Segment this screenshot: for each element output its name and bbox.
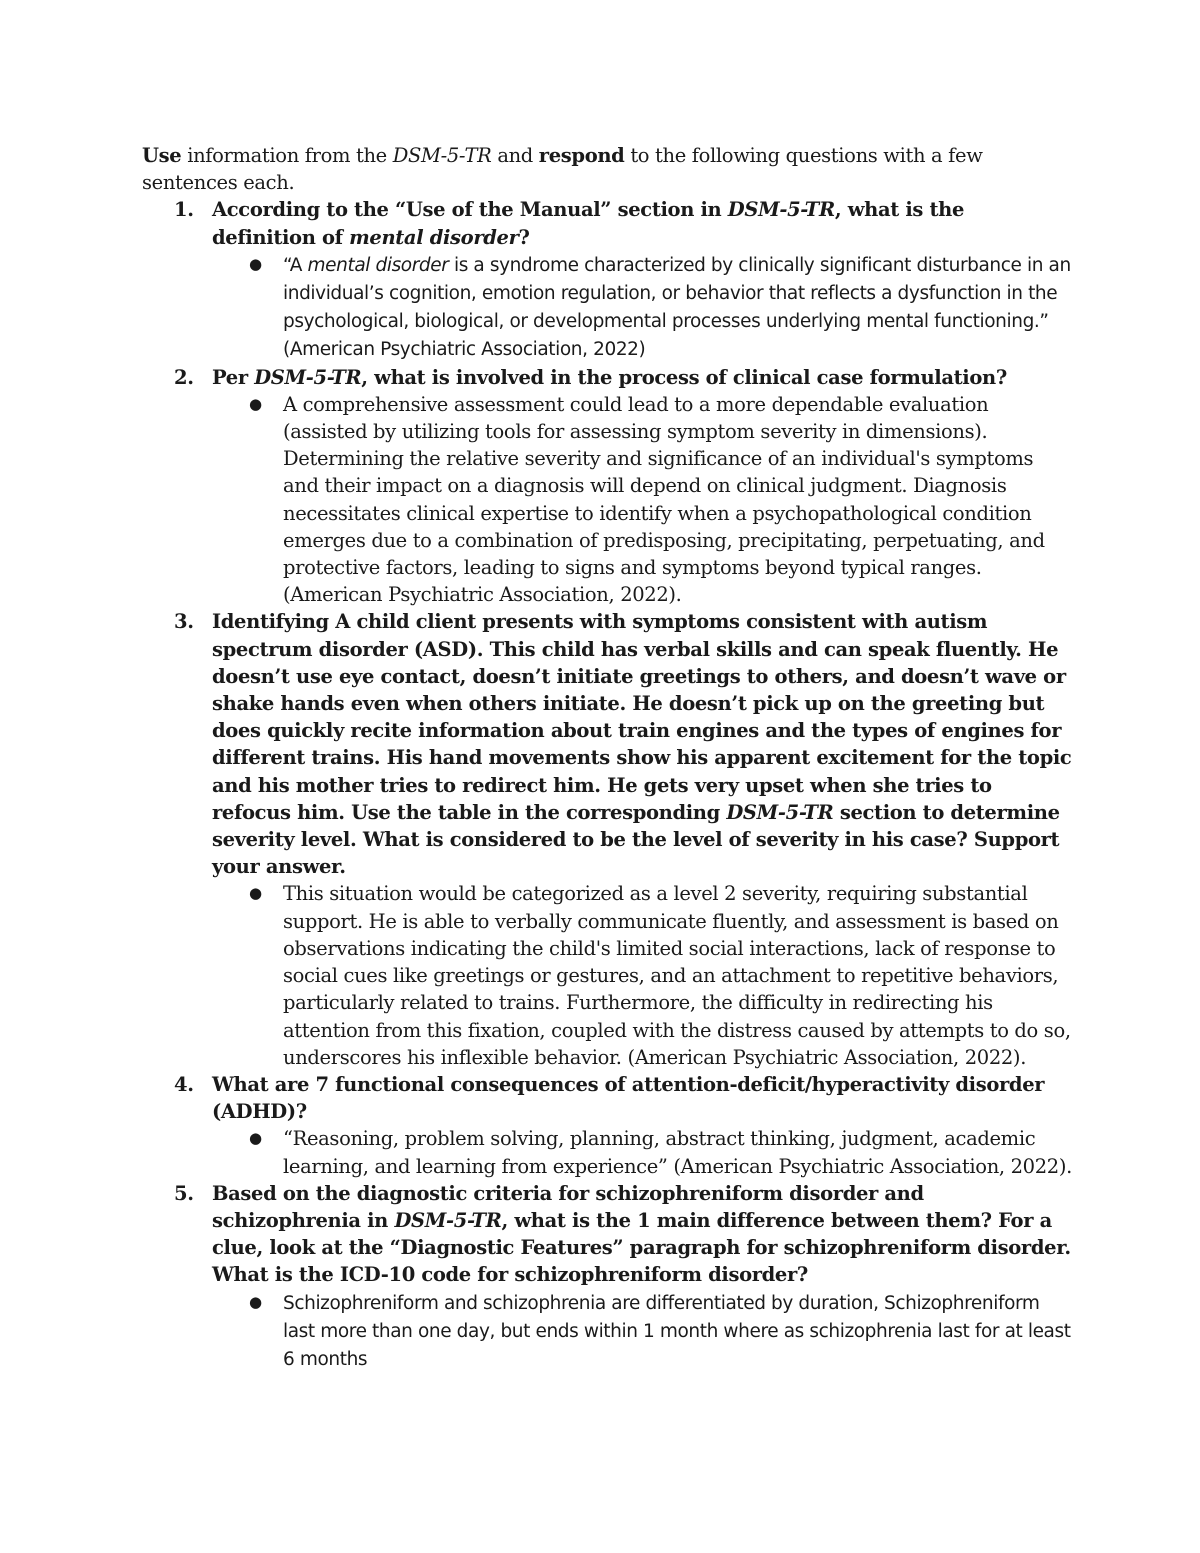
- intro-text-3: to the following questions with a few sentences each.: [142, 144, 983, 195]
- intro-text-2: and: [491, 144, 539, 167]
- question-number: 3.: [174, 610, 194, 634]
- bullet-icon: ●: [249, 1292, 262, 1311]
- dsm-title: DSM-5-TR: [727, 198, 835, 222]
- term-mental-disorder: mental disorder: [307, 254, 449, 276]
- question-text-part: , what is the 1 main difference between them? For a clue, look at the “Diagnostic Features” paragraph for schizophreniform disorder. What is the ICD-10 code for schizophreniform disorder?: [212, 1208, 1071, 1287]
- question-item-3: [142, 608, 1072, 1070]
- question-text: [212, 1180, 1072, 1289]
- dsm-title: DSM-5-TR: [254, 365, 362, 389]
- question-number: 1.: [174, 198, 194, 222]
- intro-text-1: information from the: [181, 144, 393, 167]
- answer-list: [212, 1125, 1072, 1179]
- question-text: [212, 196, 1072, 250]
- answer-text: Schizophreniform and schizophrenia are differentiated by duration, Schizophreniform last more than one day, but ends within 1 month where as schizophrenia last for at least 6 months: [283, 1292, 1071, 1370]
- bullet-icon: ●: [249, 394, 262, 413]
- question-text: [212, 608, 1072, 880]
- answer-item: [212, 1125, 1072, 1179]
- answer-list: [212, 251, 1072, 364]
- answer-text: [283, 255, 1071, 361]
- question-text-part: According to the “Use of the Manual” section in: [212, 198, 728, 222]
- question-list: [142, 196, 1072, 1373]
- question-item-1: [142, 196, 1072, 363]
- question-text-part: Identifying A child client presents with symptoms consistent with autism spectrum disorder (ASD). This child has verbal skills and can speak fluently. He doesn’t use eye contact, doesn’t initiate greetings to others, and doesn’t wave or shake hands even when others initiate. He doesn’t pick up on the greeting but does quickly recite information about train engines and the types of engines for different trains. His hand movements show his apparent excitement for the topic and his mother tries to redirect him. He gets very upset when she tries to refocus him. Use the table in the corresponding: [212, 610, 1072, 824]
- intro-dsm-title: DSM-5-TR: [392, 144, 492, 167]
- intro-use-word: Use: [142, 144, 182, 167]
- answer-item: [212, 1289, 1072, 1374]
- intro-respond-word: respond: [538, 144, 625, 167]
- answer-list: [212, 391, 1072, 609]
- bullet-icon: ●: [249, 254, 262, 273]
- question-text-part: , what is involved in the process of clinical case formulation?: [361, 365, 1007, 389]
- answer-text-part: is a syndrome characterized by clinically significant disturbance in an individual’s cognition, emotion regulation, or behavior that reflects a dysfunction in the psychological, biological, or developmental processes underlying mental functioning.” (American Psychiatric Association, 2022): [283, 254, 1071, 361]
- question-text: [212, 364, 1072, 391]
- question-text-part: Per: [212, 365, 255, 389]
- answer-item: [212, 391, 1072, 609]
- term-mental-disorder: mental disorder: [349, 225, 519, 249]
- question-number: 2.: [174, 365, 194, 389]
- bullet-icon: ●: [249, 884, 262, 903]
- question-number: 4.: [174, 1072, 194, 1096]
- answer-item: [212, 880, 1072, 1070]
- question-number: 5.: [174, 1181, 194, 1205]
- dsm-title: DSM-5-TR: [726, 800, 834, 824]
- dsm-title: DSM-5-TR: [394, 1208, 502, 1232]
- question-text-part: ?: [518, 225, 530, 249]
- answer-list: [212, 1289, 1072, 1374]
- question-text-part: section to determine severity level. What is considered to be the level of severity in his case? Support your answer.: [212, 800, 1060, 879]
- answer-text: “Reasoning, problem solving, planning, abstract thinking, judgment, academic learning, and learning from experience” (American Psychiatric Association, 2022).: [283, 1127, 1072, 1178]
- question-item-2: [142, 364, 1072, 609]
- answer-text: This situation would be categorized as a level 2 severity, requiring substantial support. He is able to verbally communicate fluently, and assessment is based on observations indicating the child's limited social interactions, lack of response to social cues like greetings or gestures, and an attachment to repetitive behaviors, particularly related to trains. Furthermore, the difficulty in redirecting his attention from this fixation, coupled with the distress caused by attempts to do so, underscores his inflexible behavior. (American Psychiatric Association, 2022).: [283, 882, 1071, 1069]
- question-item-5: [142, 1180, 1072, 1373]
- bullet-icon: ●: [249, 1129, 262, 1148]
- document-body: [142, 142, 1072, 1373]
- answer-text: A comprehensive assessment could lead to a more dependable evaluation (assisted by utilizing tools for assessing symptom severity in dimensions). Determining the relative severity and significance of an individual's symptoms and their impact on a diagnosis will depend on clinical judgment. Diagnosis necessitates clinical expertise to identify when a psychopathological condition emerges due to a combination of predisposing, precipitating, perpetuating, and protective factors, leading to signs and symptoms beyond typical ranges. (American Psychiatric Association, 2022).: [283, 392, 1045, 607]
- answer-text-part: “A: [283, 254, 308, 276]
- question-text: What are 7 functional consequences of attention-deficit/hyperactivity disorder (ADHD)?: [212, 1072, 1045, 1124]
- question-item-4: [142, 1071, 1072, 1180]
- question-text-part: , what is the definition of: [212, 198, 965, 249]
- answer-item: [212, 251, 1072, 364]
- intro-instruction: [142, 142, 1072, 196]
- question-text-part: Based on the diagnostic criteria for schizophreniform disorder and schizophrenia in: [212, 1181, 924, 1232]
- answer-list: [212, 880, 1072, 1070]
